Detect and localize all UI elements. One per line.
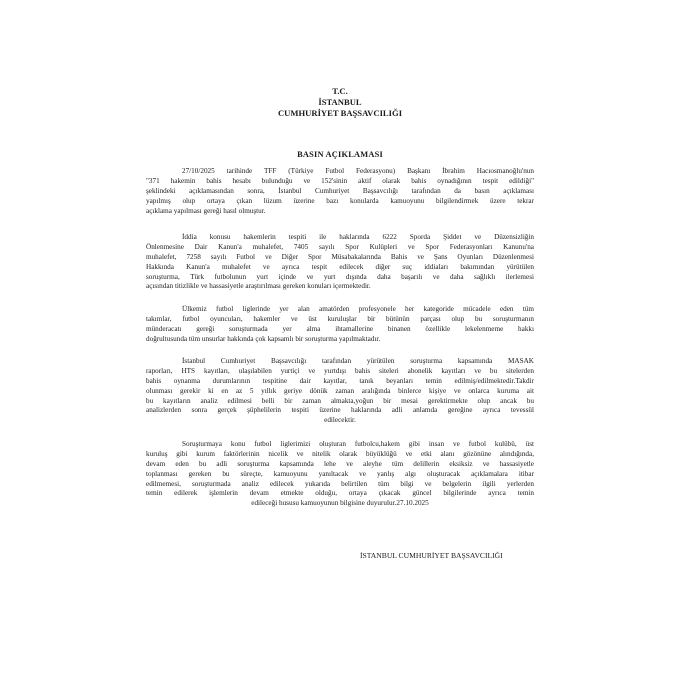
header-line-city: İSTANBUL <box>318 97 362 107</box>
header-line-tc: T.C. <box>332 86 348 96</box>
paragraph-line: şeklindeki açıklamasından sonra, İstanbul Cumhuriyet Başsavcılığı tarafından da basın açıklaması <box>146 186 534 195</box>
paragraph-line: İddia konusu hakemlerin tespiti ile haklarında 6222 Sporda Şiddet ve Düzensizliğin <box>182 233 534 241</box>
paragraph-line: edilecektir. <box>324 416 356 425</box>
paragraph-5 <box>146 440 534 509</box>
document-title: BASIN AÇIKLAMASI <box>297 150 383 159</box>
paragraph-1 <box>146 167 534 216</box>
paragraph-line: edileceği hususu kamuoyunun bilgisine duyurulur.27.10.2025 <box>251 499 429 508</box>
paragraph-line: Önlenmesine Dair Kanun'a muhalefet, 7405 sayılı Spor Kulüpleri ve Spor Federasyonları Kanunu'na <box>146 242 534 251</box>
paragraph-line: kuruluş gibi kurum faktörlerinin nicelik ve nitelik olarak büyüklüğü ve etki alanı gözönüne alındığında, <box>146 449 534 458</box>
paragraph-line: muhalefet, 7258 sayılı Futbol ve Diğer Spor Müsabakalarında Bahis ve Şans Oyunları Düzenlenmesi <box>146 252 534 261</box>
document-header <box>150 86 530 119</box>
paragraph-line: edilmemesi, soruşturmada analiz edilecek yukarıda belirtilen tüm bilgi ve belgelerin ilgili yerlerden <box>146 479 534 488</box>
paragraph-line: temin edilerek işlemlerin devam etmekte olduğu, ortaya çıkacak güncel bilgilerinde ayrıca temin <box>146 489 534 498</box>
paragraph-4 <box>146 357 534 426</box>
paragraph-line: açıklama yapılması gereği hasıl olmuştur. <box>146 206 266 215</box>
paragraph-2 <box>146 233 534 292</box>
paragraph-3 <box>146 305 534 345</box>
paragraph-line: takımlar, futbol oyuncuları, hakemler ve üst kuruluşlar bir bütünün parçası olup bu soruşturmanın <box>146 314 534 323</box>
signature: İSTANBUL CUMHURİYET BAŞSAVCILIĞI <box>360 551 503 560</box>
paragraph-line: Soruşturmaya konu futbol liglerimizi oluşturan futbolcu,hakem gibi insan ve futbol kulübü, üst <box>182 440 534 448</box>
paragraph-line: doğrultusunda tüm unsurlar hakkında çok kapsamlı bir soruşturma yapılmaktadır. <box>146 334 381 343</box>
paragraph-line: olunması gerekir ki en az 5 yıllık geriye dönük zaman aralığında binlerce kişiye ve onlarca kuruma ait <box>146 386 534 395</box>
paragraph-line: bu kayıtların analiz edilmesi belli bir zaman almakta,yoğun bir mesai gerektirmekte olup ancak bu <box>146 396 534 405</box>
paragraph-line: toplanması gereken bu süreçte, kamuoyunu yanıltacak ve yanlış algı oluşturacak açıklamalara itibar <box>146 469 534 478</box>
paragraph-line: soruşturma, Türk futbolunun yurt içinde ve yurt dışında daha başarılı ve daha sağlıklı ilerlemesi <box>146 272 534 281</box>
paragraph-line: bahis oynanma durumlarının tespitine dair kayıtlar, tanık beyanları temin edilmiş/edilmektedir.Takdir <box>146 376 534 385</box>
paragraph-line: 27/10/2025 tarihinde TFF (Türkiye Futbol Federasyonu) Başkanı İbrahim Hacıosmanoğlu'nun <box>182 167 534 175</box>
paragraph-line: Ülkemiz futbol liglerinde yer alan amatörden profesyonele her kategoride mücadele eden tüm <box>182 305 534 313</box>
paragraph-line: İstanbul Cumhuriyet Başsavcılığı tarafından yürütülen soruşturma kapsamında MASAK <box>182 357 534 365</box>
paragraph-line: yapılmış olup ortaya çıkan lüzum üzerine bazı konularda kamuoyunu bilgilendirmek üzere tekrar <box>146 196 534 205</box>
paragraph-line: "371 hakemin bahis hesabı bulunduğu ve 152'sinin aktif olarak bahis oynadığının tespit edildiği" <box>146 176 534 185</box>
paragraph-line: Hakkında Kanun'a muhalefet ve ayrıca tespit edilecek diğer suç iddiaları bakımından yürütülen <box>146 262 534 271</box>
paragraph-line: münderacatı gereği soruşturmada yer alma ihtamallerine binanen özellikle lekelenmeme hakkı <box>146 324 534 333</box>
paragraph-line: devam eden bu adli soruşturma kapsamında lehe ve aleyhe tüm delillerin eksiksiz ve hassasiyetle <box>146 459 534 468</box>
paragraph-line: raporları, HTS kayıtları, ulaşılabilen yurtiçi ve yurtdışı bahis siteleri abonelik kayıtları ve bu sitelerden <box>146 366 534 375</box>
header-line-office: CUMHURİYET BAŞSAVCILIĞI <box>277 108 403 118</box>
paragraph-line: açısından titizlikle ve hassasiyetle araştırılması gereken konuları içermektedir. <box>146 282 371 291</box>
paragraph-line: analizlerden sonra gerçek şüphelilerin tespiti üzerine haklarında adli anlamda gereğine ayrıca tevessül <box>146 406 534 415</box>
